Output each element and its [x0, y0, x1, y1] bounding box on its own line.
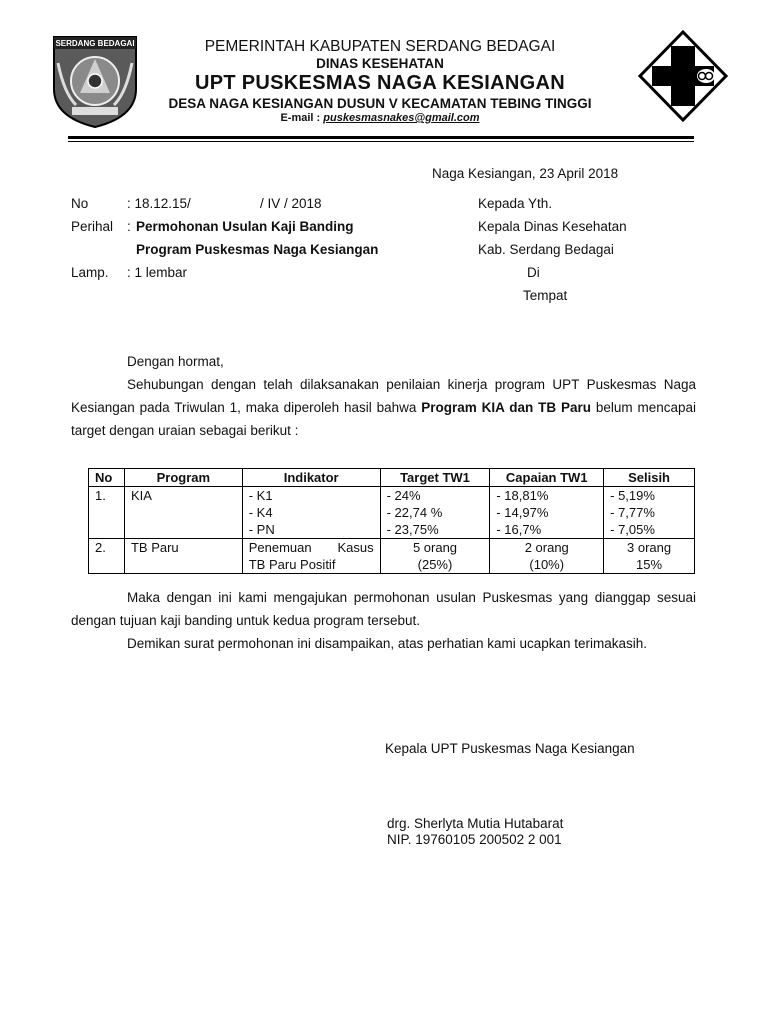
cell-line: 15%: [636, 557, 663, 572]
cell-line: [249, 539, 374, 556]
paragraph-2: Maka dengan ini kami mengajukan permohonan usulan Puskesmas yang dianggap sesuai dengan tujuan kaji banding untuk kedua program tersebut.: [71, 590, 696, 628]
cell-line: - 22,74 %: [386, 505, 443, 520]
cell-line: - 24%: [386, 488, 421, 503]
cell-line: (25%): [417, 557, 453, 572]
table-cell-capaian: [490, 487, 604, 539]
paragraph-1: [71, 373, 696, 442]
header-rule-thick: [68, 136, 694, 139]
no-value-month-year: / IV / 2018: [260, 196, 322, 211]
lamp-label: Lamp.: [71, 265, 109, 280]
table-cell-capaian: [490, 539, 604, 574]
signature-name: drg. Sherlyta Mutia Hutabarat: [387, 816, 564, 831]
table-header-cell: Indikator: [242, 469, 380, 487]
cell-line: - 5,19%: [610, 488, 655, 503]
cell-line: - K1: [248, 488, 273, 503]
email-link[interactable]: puskesmasnakes@gmail.com: [323, 112, 480, 124]
perihal-colon: :: [127, 219, 131, 234]
cell-line: - 7,05%: [610, 522, 655, 537]
lamp-value: : 1 lembar: [127, 265, 188, 280]
table-header-row: [89, 469, 695, 487]
table-cell-no: 2.: [89, 539, 125, 574]
cell-line: - 16,7%: [496, 522, 542, 537]
recipient-line-3: Kab. Serdang Bedagai: [478, 242, 614, 257]
table-cell-program: KIA: [124, 487, 242, 539]
cell-line: 2 orang: [524, 540, 569, 555]
header-government: PEMERINTAH KABUPATEN SERDANG BEDAGAI: [204, 38, 556, 55]
puskesmas-logo: [638, 30, 728, 122]
recipient-line-5: Tempat: [523, 288, 568, 303]
table-header-cell: Target TW1: [380, 469, 490, 487]
cell-line: - 23,75%: [386, 522, 439, 537]
table-cell-indikator: [242, 487, 380, 539]
serdang-bedagai-logo: [50, 33, 140, 129]
cell-line: - 7,77%: [610, 505, 655, 520]
table-cell-target: [380, 539, 490, 574]
table-header-cell: Selisih: [604, 469, 695, 487]
perihal-line-1: Permohonan Usulan Kaji Banding: [136, 219, 354, 234]
performance-table: [88, 468, 695, 574]
cell-line: - 18,81%: [496, 488, 549, 503]
header-institution: UPT PUSKESMAS NAGA KESIANGAN: [195, 72, 565, 94]
greeting: Dengan hormat,: [127, 354, 224, 369]
table-header-cell: Program: [124, 469, 242, 487]
table-row: [89, 487, 695, 539]
header-address: DESA NAGA KESIANGAN DUSUN V KECAMATAN TEBING TINGGI: [168, 96, 592, 111]
table-cell-selisih: [604, 539, 695, 574]
header-email-line: [140, 112, 620, 124]
table-cell-no: 1.: [89, 487, 125, 539]
cell-line: (10%): [529, 557, 565, 572]
table-cell-program: TB Paru: [124, 539, 242, 574]
no-value: : 18.12.15/: [127, 196, 191, 211]
cell-word: Penemuan: [248, 540, 312, 555]
table-cell-target: [380, 487, 490, 539]
logo-left-text: SERDANG BEDAGAI: [55, 39, 135, 48]
table-header-cell: Capaian TW1: [490, 469, 604, 487]
signature-nip: NIP. 19760105 200502 2 001: [387, 832, 562, 847]
signature-title: Kepala UPT Puskesmas Naga Kesiangan: [385, 741, 635, 756]
paragraph-1-end: belum mencapai target dengan uraian sebagai berikut :: [71, 400, 696, 438]
table-cell-selisih: [604, 487, 695, 539]
no-label: No: [71, 196, 89, 211]
cell-line: - PN: [248, 522, 275, 537]
table-row: [89, 539, 695, 574]
cell-word: Kasus: [337, 540, 374, 555]
recipient-line-1: Kepada Yth.: [478, 196, 553, 211]
perihal-line-2: Program Puskesmas Naga Kesiangan: [136, 242, 379, 257]
paragraph-1-bold: Program KIA dan TB Paru: [421, 400, 591, 415]
paragraph-1-start: Sehubungan dengan telah dilaksanakan penilaian kinerja program UPT Puskesmas Naga Kesiangan pada Triwulan 1, maka diperoleh hasil bahwa: [71, 377, 696, 415]
header-department: DINAS KESEHATAN: [316, 56, 444, 71]
cell-line: TB Paru Positif: [248, 557, 336, 572]
recipient-line-4: Di: [527, 265, 540, 280]
cell-line: 5 orang: [412, 540, 458, 555]
cell-line: - 14,97%: [496, 505, 549, 520]
header-rule-thin: [68, 141, 694, 142]
cell-line: 3 orang: [627, 540, 672, 555]
perihal-label: Perihal: [71, 219, 114, 234]
table-header-cell: No: [89, 469, 125, 487]
cell-line: - K4: [248, 505, 273, 520]
date-line: Naga Kesiangan, 23 April 2018: [432, 166, 619, 181]
table-cell-indikator: [242, 539, 380, 574]
paragraph-3: Demikan surat permohonan ini disampaikan, atas perhatian kami ucapkan terimakasih.: [127, 636, 648, 651]
email-label: E-mail :: [280, 112, 324, 124]
recipient-line-2: Kepala Dinas Kesehatan: [478, 219, 627, 234]
